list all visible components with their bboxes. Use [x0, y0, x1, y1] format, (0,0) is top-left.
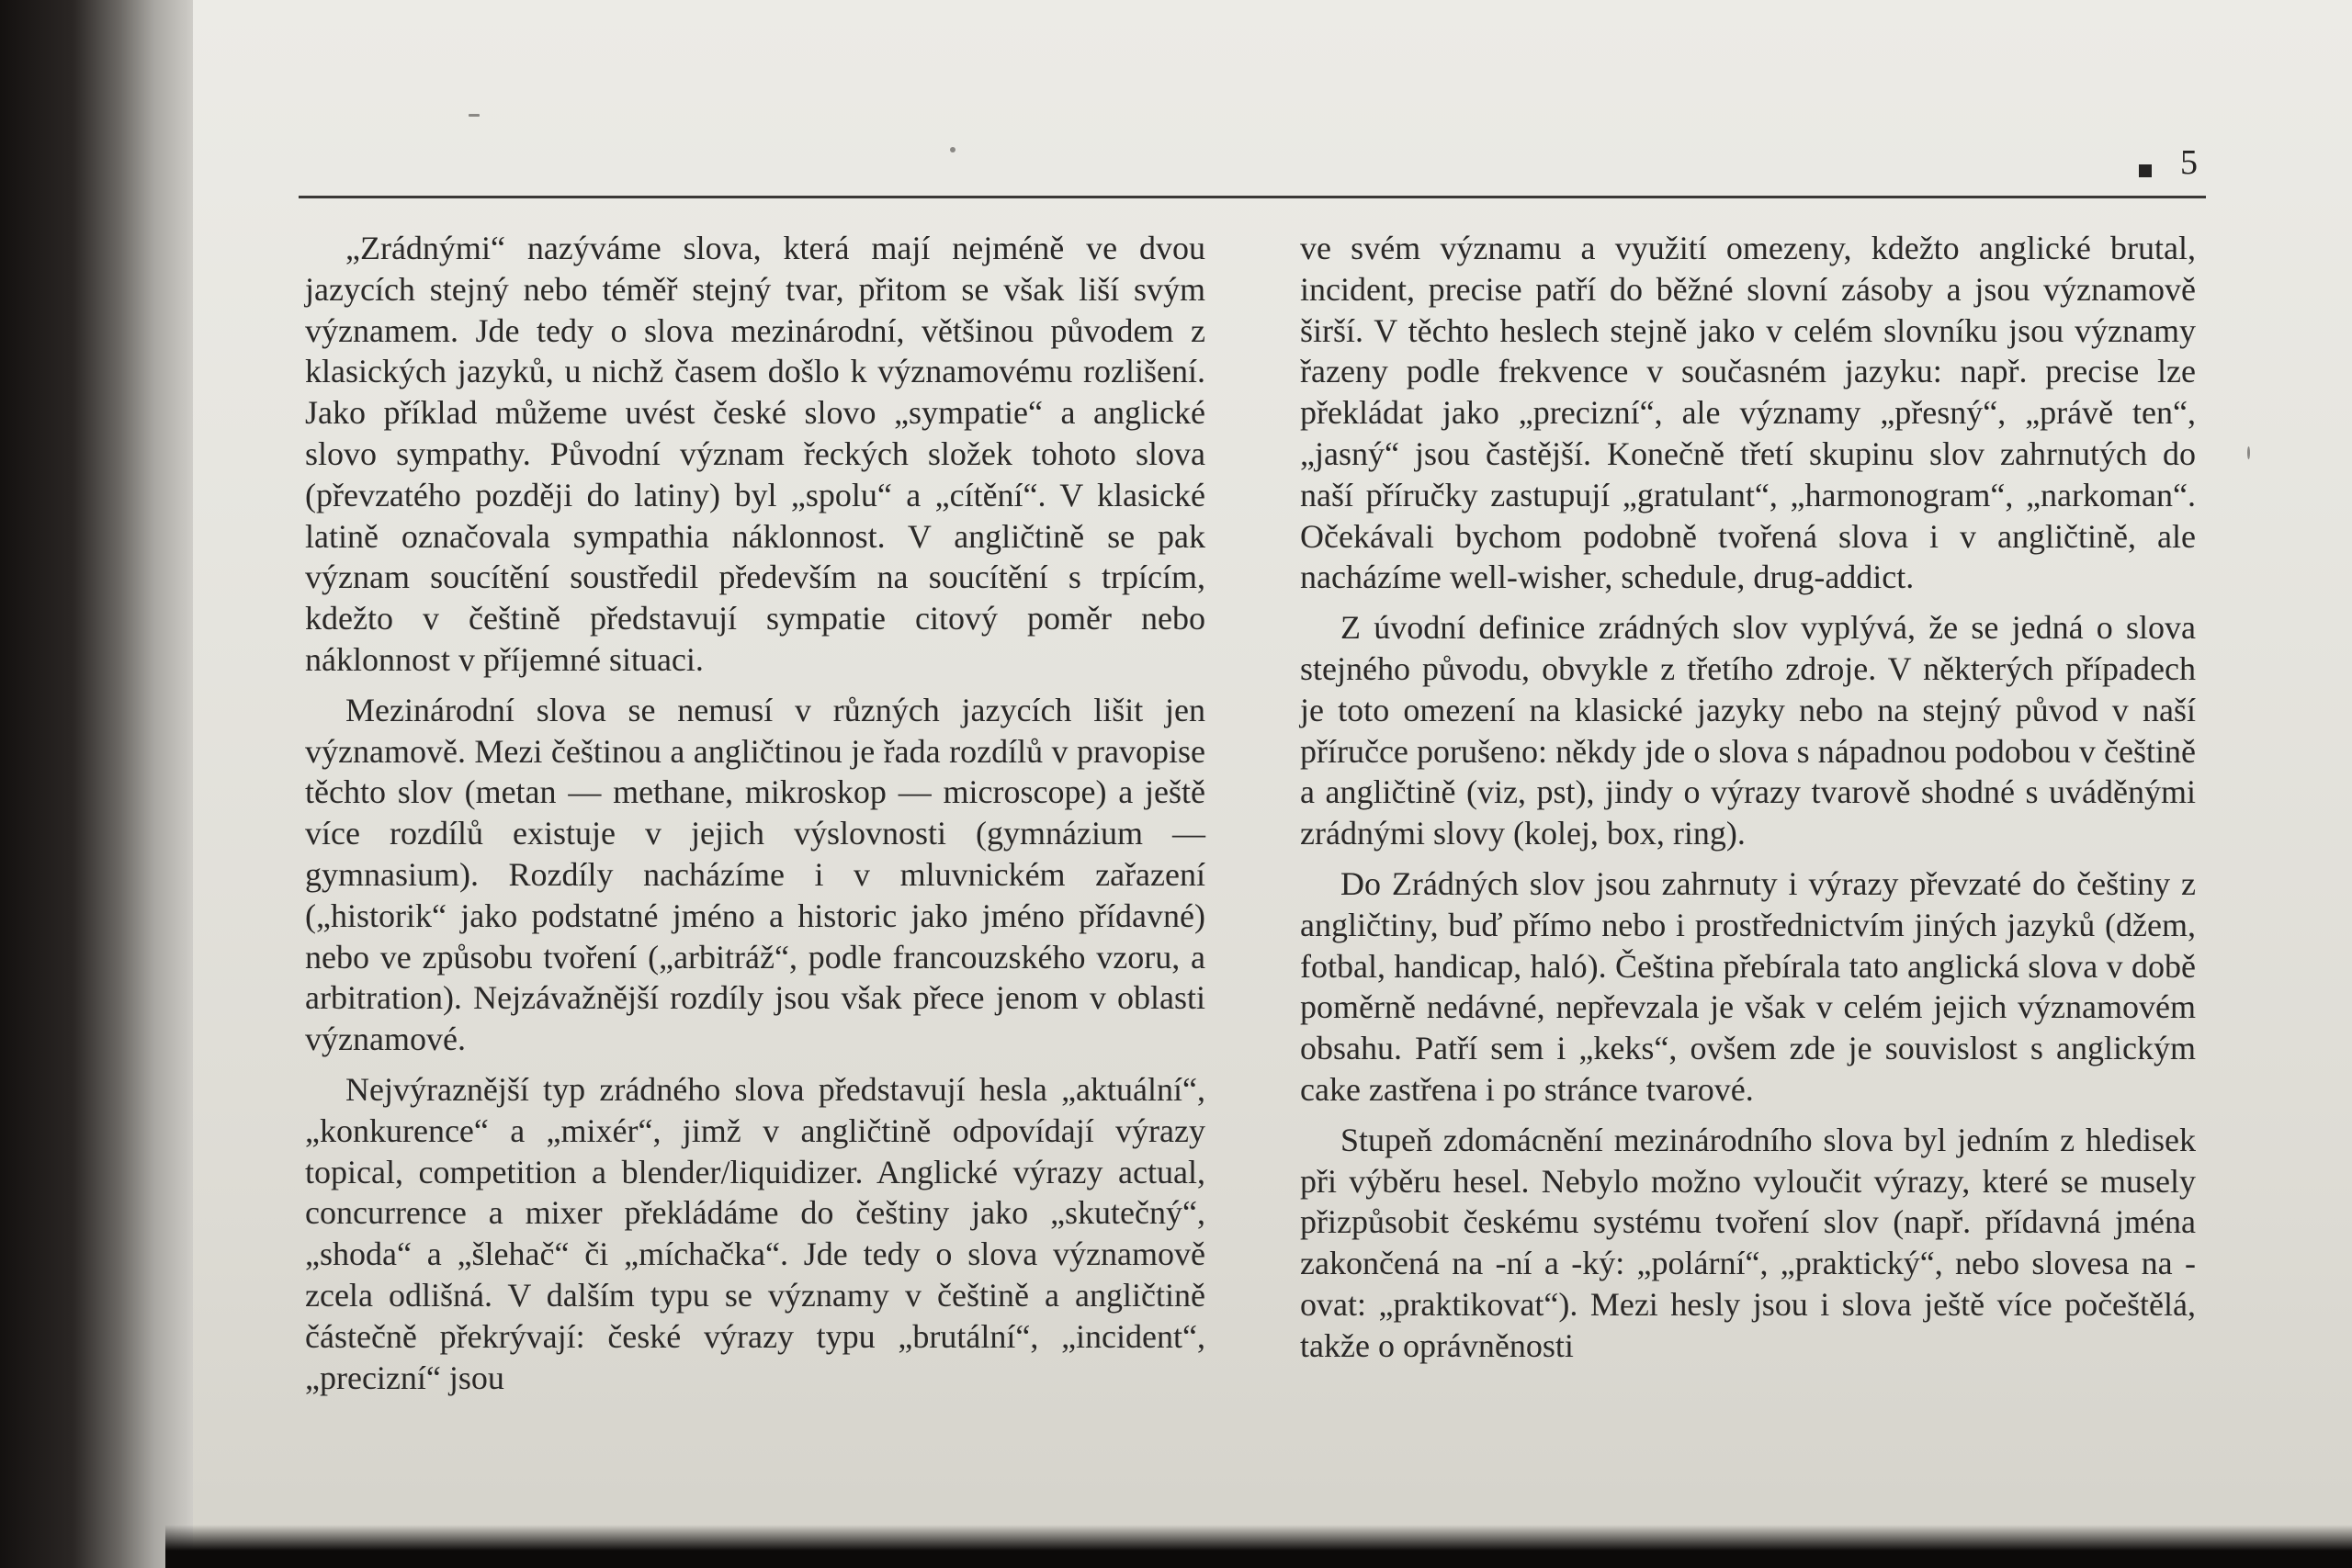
paper-speck	[2247, 446, 2250, 459]
paragraph: Mezinárodní slova se nemusí v různých jazycích lišit jen významově. Mezi češtinou a angličtinou je řada rozdílů v pravopise těchto slov (metan — methane, mikroskop — microscope) a ještě více rozdílů existuje v jejich výslovnosti (gymnázium — gymnasium). Rozdíly nacházíme i v mluvnickém zařazení („historik“ jako podstatné jméno a historic jako jméno přídavné) nebo ve způsobu tvoření („arbitráž“, podle francouzského vzoru, a arbitration). Nejzávažnější rozdíly jsou však přece jenom v oblasti významové.	[305, 691, 1205, 1058]
header-rule	[299, 196, 2206, 198]
book-gutter	[0, 0, 193, 1568]
page-marker-square	[2139, 164, 2152, 177]
left-text-column	[305, 228, 1205, 1398]
paragraph: Stupeň zdomácnění mezinárodního slova byl jedním z hledisek při výběru hesel. Nebylo možno vyloučit výrazy, které se musely přizpůsobit českému systému tvoření slov (např. přídavná jména zakončená na -ní a -ký: „polární“, „praktický“, nebo slovesa na -ovat: „praktikovat“). Mezi hesly jsou i slova ještě více počeštělá, takže o oprávněnosti	[1300, 1121, 2196, 1364]
paper-speck	[950, 147, 956, 152]
paragraph: Nejvýraznější typ zrádného slova představují hesla „aktuální“, „konkurence“ a „mixér“, jimž v angličtině odpovídají výrazy topical, competition a blender/liquidizer. Anglické výrazy actual, concurrence a mixer překládáme do češtiny jako „skutečný“, „shoda“ a „šlehač“ či „míchačka“. Jde tedy o slova významově zcela odlišná. V dalším typu se významy v češtině a angličtině částečně překrývají: české výrazy typu „brutální“, „incident“, „precizní“ jsou	[305, 1070, 1205, 1396]
paragraph: Z úvodní definice zrádných slov vyplývá, že se jedná o slova stejného původu, obvykle z třetího zdroje. V některých případech je toto omezení na klasické jazyky nebo na stejný původ v naší příručce porušeno: někdy jde o slova s nápadnou podobou v češtině a angličtině (viz, pst), jindy o výrazy tvarově shodné s uváděnými zrádnými slovy (kolej, box, ring).	[1300, 609, 2196, 852]
paragraph: „Zrádnými“ nazýváme slova, která mají nejméně ve dvou jazycích stejný nebo téměř stejný tvar, přitom se však liší svým významem. Jde tedy o slova mezinárodní, většinou původem z klasických jazyků, u nichž časem došlo k významovému rozlišení. Jako příklad můžeme uvést české slovo „sympatie“ a anglické slovo sympathy. Původní význam řeckých složek tohoto slova (převzatého později do latiny) byl „spolu“ a „cítění“. V klasické latině označovala sympathia náklonnost. V angličtině se pak význam soucítění soustředil především na soucítění s trpícím, kdežto v češtině představují sympatie citový poměr nebo náklonnost v příjemné situaci.	[305, 230, 1205, 678]
paragraph: ve svém významu a využití omezeny, kdežto anglické brutal, incident, precise patří do běžné slovní zásoby a jsou významově širší. V těchto heslech stejně jako v celém slovníku jsou významy řazeny podle frekvence v současném jazyku: např. precise lze překládat jako „precizní“, ale významy „přesný“, „právě ten“, „jasný“ jsou častější. Konečně třetí skupinu slov zahrnutých do naší příručky zastupují „gratulant“, „harmonogram“, „narkoman“. Očekávali bychom podobně tvořená slova i v angličtině, ale nacházíme well-wisher, schedule, drug-addict.	[1300, 230, 2196, 596]
paragraph: Do Zrádných slov jsou zahrnuty i výrazy převzaté do češtiny z angličtiny, buď přímo nebo i prostřednictvím jiných jazyků (džem, fotbal, handicap, haló). Čeština přebírala tato anglická slova v době poměrně nedávné, nepřevzala je však v celém jejich významovém obsahu. Patří sem i „keks“, ovšem zde je souvislost s anglickým cake zastřena i po stránce tvarové.	[1300, 864, 2196, 1108]
paper-speck	[469, 114, 480, 117]
page-number: 5	[2180, 143, 2198, 182]
page-edge-shadow	[165, 1525, 2352, 1568]
right-text-column	[1300, 228, 2196, 1367]
